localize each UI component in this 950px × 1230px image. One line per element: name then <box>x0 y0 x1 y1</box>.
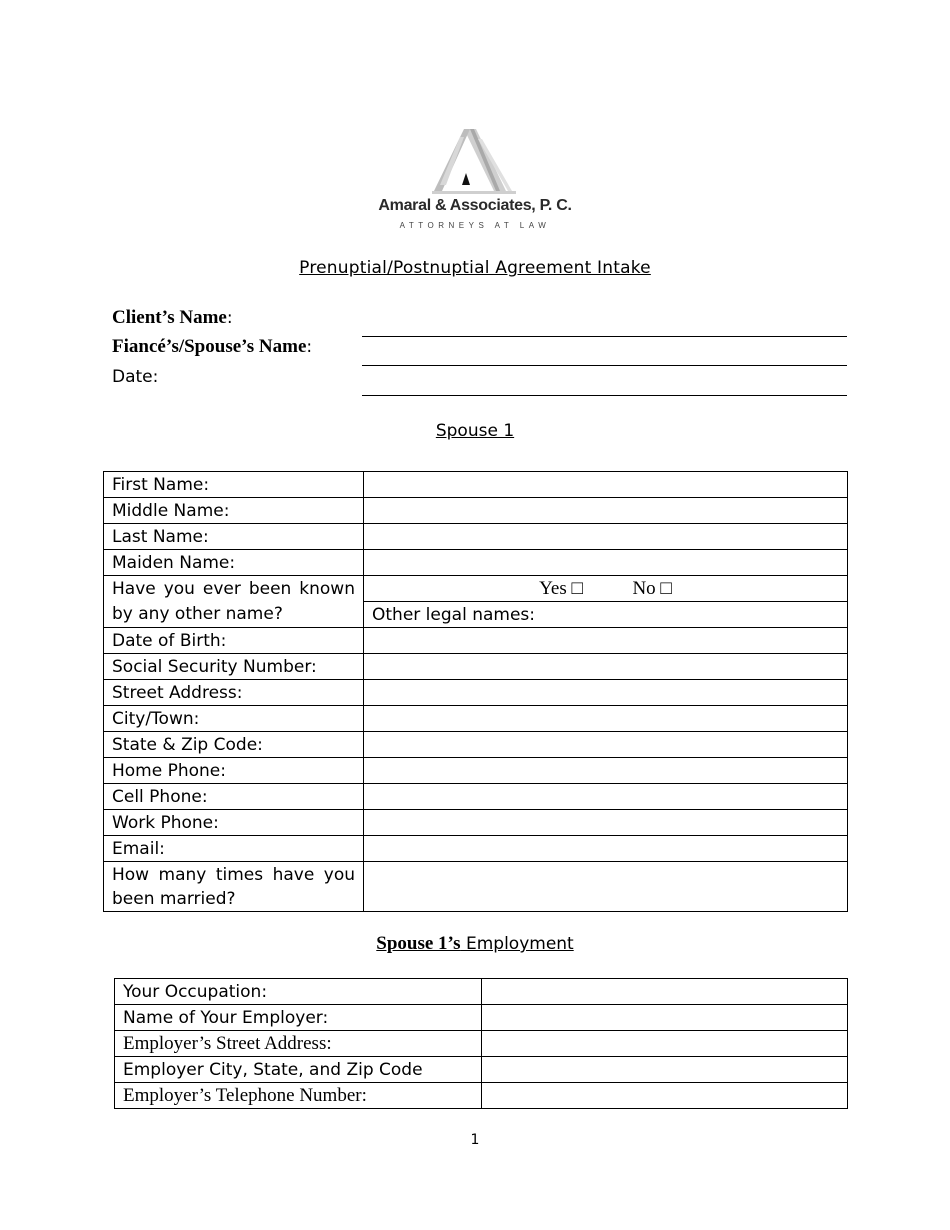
employment-heading <box>0 933 950 955</box>
employment-heading-bold: Spouse 1’s <box>376 933 461 954</box>
cell-phone-label: Cell Phone: <box>104 784 364 810</box>
times-married-label <box>104 862 364 912</box>
firm-name: Amaral & Associates, P. C. <box>378 197 572 214</box>
email-input[interactable] <box>364 836 848 862</box>
firm-logo <box>0 120 950 235</box>
table-row <box>104 576 848 602</box>
spouse-name-field <box>112 336 312 358</box>
cell-phone-input[interactable] <box>364 784 848 810</box>
home-phone-input[interactable] <box>364 758 848 784</box>
city-input[interactable] <box>364 706 848 732</box>
maiden-name-label: Maiden Name: <box>104 550 364 576</box>
table-row <box>104 732 848 758</box>
city-label: City/Town: <box>104 706 364 732</box>
table-row <box>104 810 848 836</box>
table-row <box>104 524 848 550</box>
employer-name-input[interactable] <box>482 1005 848 1031</box>
date-line[interactable] <box>362 395 847 396</box>
ssn-label: Social Security Number: <box>104 654 364 680</box>
table-row <box>115 1057 848 1083</box>
firm-tagline: ATTORNEYS AT LAW <box>399 221 551 230</box>
employer-street-input[interactable] <box>482 1031 848 1057</box>
employment-heading-rest: Employment <box>460 934 574 954</box>
times-married-label-line2: been married? <box>112 888 236 909</box>
times-married-input[interactable] <box>364 862 848 912</box>
table-row <box>115 1031 848 1057</box>
page-number: 1 <box>470 1132 480 1148</box>
table-row <box>104 706 848 732</box>
other-legal-names-label: Other legal names: <box>372 604 535 625</box>
date-field <box>112 366 158 387</box>
table-row <box>104 550 848 576</box>
home-phone-label: Home Phone: <box>104 758 364 784</box>
employer-phone-label: Employer’s Telephone Number: <box>115 1083 482 1109</box>
employer-street-label: Employer’s Street Address: <box>115 1031 482 1057</box>
known-other-label-line1: Have you ever been known <box>104 576 364 602</box>
client-name-label: Client’s Name <box>112 307 227 328</box>
last-name-input[interactable] <box>364 524 848 550</box>
street-input[interactable] <box>364 680 848 706</box>
yes-checkbox[interactable]: Yes □ <box>539 577 583 599</box>
table-row <box>115 979 848 1005</box>
firm-logo-mark-icon <box>430 125 520 197</box>
spouse1-heading: Spouse 1 <box>435 421 515 441</box>
dob-label: Date of Birth: <box>104 628 364 654</box>
table-row <box>115 1083 848 1109</box>
table-row <box>104 472 848 498</box>
spouse1-table <box>103 471 848 912</box>
ssn-input[interactable] <box>364 654 848 680</box>
first-name-input[interactable] <box>364 472 848 498</box>
client-name-line[interactable] <box>362 336 847 337</box>
document-title: Prenuptial/Postnuptial Agreement Intake <box>299 258 651 278</box>
date-label: Date: <box>112 367 159 387</box>
table-row <box>104 784 848 810</box>
table-row <box>104 680 848 706</box>
known-other-label-line2: by any other name? <box>104 602 364 628</box>
occupation-input[interactable] <box>482 979 848 1005</box>
middle-name-input[interactable] <box>364 498 848 524</box>
table-row <box>104 498 848 524</box>
table-row <box>104 628 848 654</box>
middle-name-label: Middle Name: <box>104 498 364 524</box>
state-zip-input[interactable] <box>364 732 848 758</box>
employment-table <box>114 978 848 1109</box>
email-label: Email: <box>104 836 364 862</box>
client-name-field <box>112 307 233 329</box>
known-other-yes-no <box>364 576 848 602</box>
table-row <box>104 654 848 680</box>
employer-city-input[interactable] <box>482 1057 848 1083</box>
employer-name-label: Name of Your Employer: <box>115 1005 482 1031</box>
first-name-label: First Name: <box>104 472 364 498</box>
last-name-label: Last Name: <box>104 524 364 550</box>
occupation-label: Your Occupation: <box>115 979 482 1005</box>
employer-city-label: Employer City, State, and Zip Code <box>115 1057 482 1083</box>
spouse-name-label: Fiancé’s/Spouse’s Name <box>112 336 307 357</box>
employer-phone-input[interactable] <box>482 1083 848 1109</box>
street-label: Street Address: <box>104 680 364 706</box>
table-row <box>104 836 848 862</box>
work-phone-label: Work Phone: <box>104 810 364 836</box>
dob-input[interactable] <box>364 628 848 654</box>
table-row <box>104 758 848 784</box>
table-row <box>104 602 848 628</box>
times-married-label-line1: How many times have you <box>112 864 355 885</box>
other-legal-names-input[interactable] <box>364 602 848 628</box>
table-row <box>104 862 848 912</box>
state-zip-label: State & Zip Code: <box>104 732 364 758</box>
maiden-name-input[interactable] <box>364 550 848 576</box>
work-phone-input[interactable] <box>364 810 848 836</box>
client-name-colon: : <box>226 308 233 328</box>
table-row <box>115 1005 848 1031</box>
no-checkbox[interactable]: No □ <box>632 577 672 599</box>
spouse-name-colon: : <box>306 337 313 357</box>
spouse-name-line[interactable] <box>362 365 847 366</box>
